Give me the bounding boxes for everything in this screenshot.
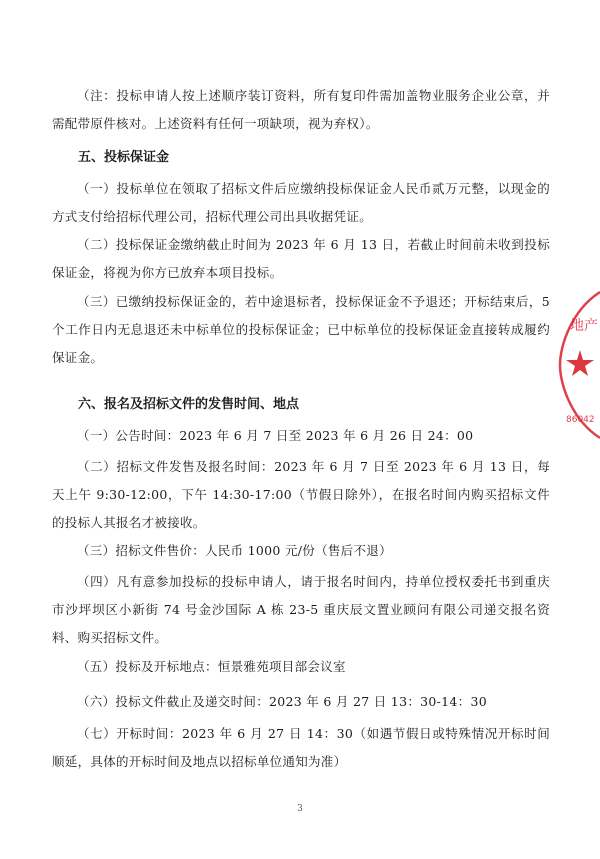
stamp-text-top: 地产 xyxy=(570,318,598,334)
deposit-item-2: （二）投标保证金缴纳截止时间为 2023 年 6 月 13 日，若截止时间前未收到投标保证金，将视为你方已放弃本项目投标。 xyxy=(52,237,550,280)
registration-item-1: （一）公告时间：2023 年 6 月 7 日至 2023 年 6 月 26 日 24：00 xyxy=(77,428,474,443)
deposit-item-1: （一）投标单位在领取了招标文件后应缴纳投标保证金人民币贰万元整，以现金的方式支付给招标代理公司，招标代理公司出具收据凭证。 xyxy=(52,181,550,224)
stamp-text-bottom: 86042 xyxy=(566,415,595,425)
registration-item-7: （七）开标时间：2023 年 6 月 27 日 14：30（如遇节假日或特殊情况开标时间顺延，具体的开标时间及地点以招标单位通知为准） xyxy=(52,726,550,769)
registration-item-5: （五）投标及开标地点：恒景雅苑项目部会议室 xyxy=(77,659,346,674)
section-heading-deposit: 五、投标保证金 xyxy=(78,150,170,165)
deposit-item-3: （三）已缴纳投标保证金的，若中途退标者，投标保证金不予退还；开标结束后，5 个工作日内无息退还未中标单位的投标保证金；已中标单位的投标保证金直接转成履约保证金。 xyxy=(52,294,550,365)
note-paragraph: （注：投标申请人按上述顺序装订资料，所有复印件需加盖物业服务企业公章，并需配带原件核对。上述资料有任何一项缺项，视为弃权）。 xyxy=(52,88,550,131)
section-heading-registration: 六、报名及招标文件的发售时间、地点 xyxy=(78,397,300,412)
registration-item-3: （三）招标文件售价：人民币 1000 元/份（售后不退） xyxy=(77,543,392,558)
page-number: 3 xyxy=(297,804,303,814)
registration-item-4: （四）凡有意参加投标的投标申请人，请于报名时间内，持单位授权委托书到重庆市沙坪坝区小新街 74 号金沙国际 A 栋 23-5 重庆辰文置业顾问有限公司递交报名资料、购买招标文件。 xyxy=(52,574,550,645)
registration-item-2: （二）招标文件发售及报名时间：2023 年 6 月 7 日至 2023 年 6 月 13 日，每天上午 9:30-12:00，下午 14:30-17:00（节假日除外），在报名时间内购买招标文件的投标人其报名才被接收。 xyxy=(52,459,550,530)
company-seal-stamp xyxy=(552,290,600,440)
stamp-star-icon xyxy=(566,350,594,376)
registration-item-6: （六）投标文件截止及递交时间：2023 年 6 月 27 日 13：30-14：30 xyxy=(77,694,487,709)
